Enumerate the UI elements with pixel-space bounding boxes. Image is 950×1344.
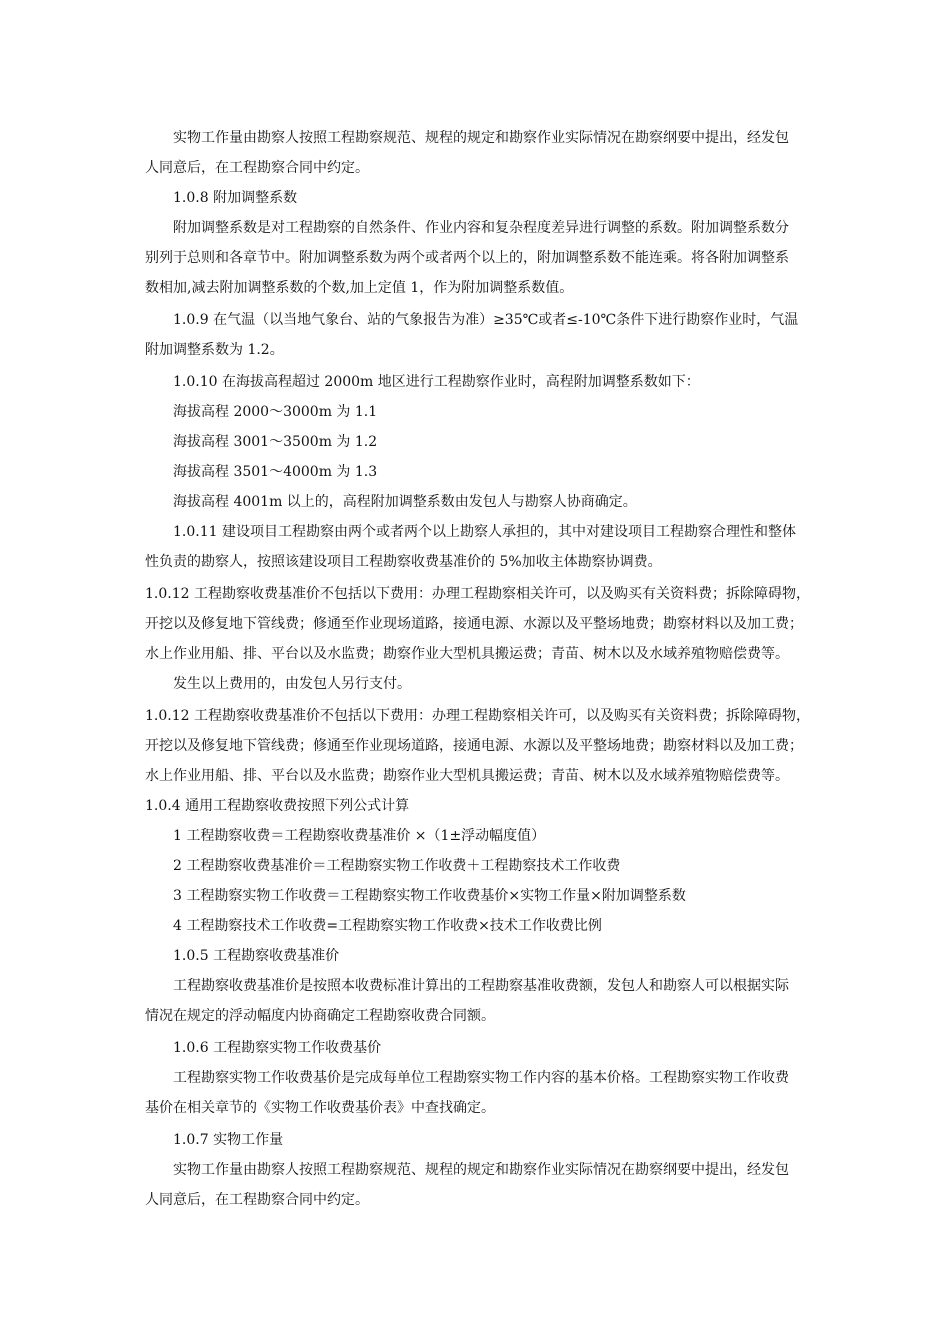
text-line: 海拔高程 4001m 以上的，高程附加调整系数由发包人与勘察人协商确定。 <box>173 494 637 510</box>
text-line: 水上作业用船、排、平台以及水监费；勘察作业大型机具搬运费；青苗、树木以及水域养殖物赔偿费等。 <box>145 768 789 784</box>
text-line: 附加调整系数为 1.2。 <box>145 342 284 358</box>
text-line: 1.0.9 在气温（以当地气象台、站的气象报告为准）≥35℃或者≤-10℃条件下进行勘察作业时，气温 <box>173 312 799 328</box>
text-line: 水上作业用船、排、平台以及水监费；勘察作业大型机具搬运费；青苗、树木以及水域养殖物赔偿费等。 <box>145 646 789 662</box>
text-line: 人同意后，在工程勘察合同中约定。 <box>145 1192 369 1208</box>
text-line: 别列于总则和各章节中。附加调整系数为两个或者两个以上的，附加调整系数不能连乘。将各附加调整系 <box>145 250 789 266</box>
text-line: 1.0.12 工程勘察收费基准价不包括以下费用：办理工程勘察相关许可，以及购买有关资料费；拆除障碍物， <box>145 708 810 724</box>
text-line: 开挖以及修复地下管线费；修通至作业现场道路，接通电源、水源以及平整场地费；勘察材料以及加工费； <box>145 616 803 632</box>
text-line: 1.0.6 工程勘察实物工作收费基价 <box>173 1040 382 1056</box>
text-line: 1 工程勘察收费＝工程勘察收费基准价 ×（1±浮动幅度值） <box>173 828 546 844</box>
text-line: 1.0.12 工程勘察收费基准价不包括以下费用：办理工程勘察相关许可，以及购买有关资料费；拆除障碍物， <box>145 586 810 602</box>
text-line: 实物工作量由勘察人按照工程勘察规范、规程的规定和勘察作业实际情况在勘察纲要中提出，经发包 <box>173 130 789 146</box>
text-line: 1.0.8 附加调整系数 <box>173 190 298 206</box>
text-line: 4 工程勘察技术工作收费=工程勘察实物工作收费×技术工作收费比例 <box>173 918 602 934</box>
text-line: 1.0.4 通用工程勘察收费按照下列公式计算 <box>145 798 410 814</box>
text-line: 3 工程勘察实物工作收费＝工程勘察实物工作收费基价×实物工作量×附加调整系数 <box>173 888 686 904</box>
text-line: 1.0.5 工程勘察收费基准价 <box>173 948 340 964</box>
text-line: 发生以上费用的，由发包人另行支付。 <box>173 676 411 692</box>
text-line: 情况在规定的浮动幅度内协商确定工程勘察收费合同额。 <box>145 1008 495 1024</box>
text-line: 海拔高程 2000～3000m 为 1.1 <box>173 404 378 420</box>
text-line: 1.0.7 实物工作量 <box>173 1132 284 1148</box>
text-line: 开挖以及修复地下管线费；修通至作业现场道路，接通电源、水源以及平整场地费；勘察材料以及加工费； <box>145 738 803 754</box>
text-line: 人同意后，在工程勘察合同中约定。 <box>145 160 369 176</box>
text-line: 工程勘察实物工作收费基价是完成每单位工程勘察实物工作内容的基本价格。工程勘察实物工作收费 <box>173 1070 789 1086</box>
text-line: 实物工作量由勘察人按照工程勘察规范、规程的规定和勘察作业实际情况在勘察纲要中提出，经发包 <box>173 1162 789 1178</box>
text-line: 1.0.10 在海拔高程超过 2000m 地区进行工程勘察作业时，高程附加调整系数如下： <box>173 374 700 390</box>
text-line: 性负责的勘察人，按照该建设项目工程勘察收费基准价的 5%加收主体勘察协调费。 <box>145 554 662 570</box>
text-line: 基价在相关章节的《实物工作收费基价表》中查找确定。 <box>145 1100 495 1116</box>
text-line: 附加调整系数是对工程勘察的自然条件、作业内容和复杂程度差异进行调整的系数。附加调整系数分 <box>173 220 789 236</box>
text-line: 数相加,减去附加调整系数的个数,加上定值 1，作为附加调整系数值。 <box>145 280 574 296</box>
text-line: 2 工程勘察收费基准价＝工程勘察实物工作收费＋工程勘察技术工作收费 <box>173 858 621 874</box>
text-line: 海拔高程 3501～4000m 为 1.3 <box>173 464 378 480</box>
text-line: 1.0.11 建设项目工程勘察由两个或者两个以上勘察人承担的，其中对建设项目工程勘察合理性和整体 <box>173 524 796 540</box>
text-line: 海拔高程 3001～3500m 为 1.2 <box>173 434 378 450</box>
text-line: 工程勘察收费基准价是按照本收费标准计算出的工程勘察基准收费额，发包人和勘察人可以根据实际 <box>173 978 789 994</box>
